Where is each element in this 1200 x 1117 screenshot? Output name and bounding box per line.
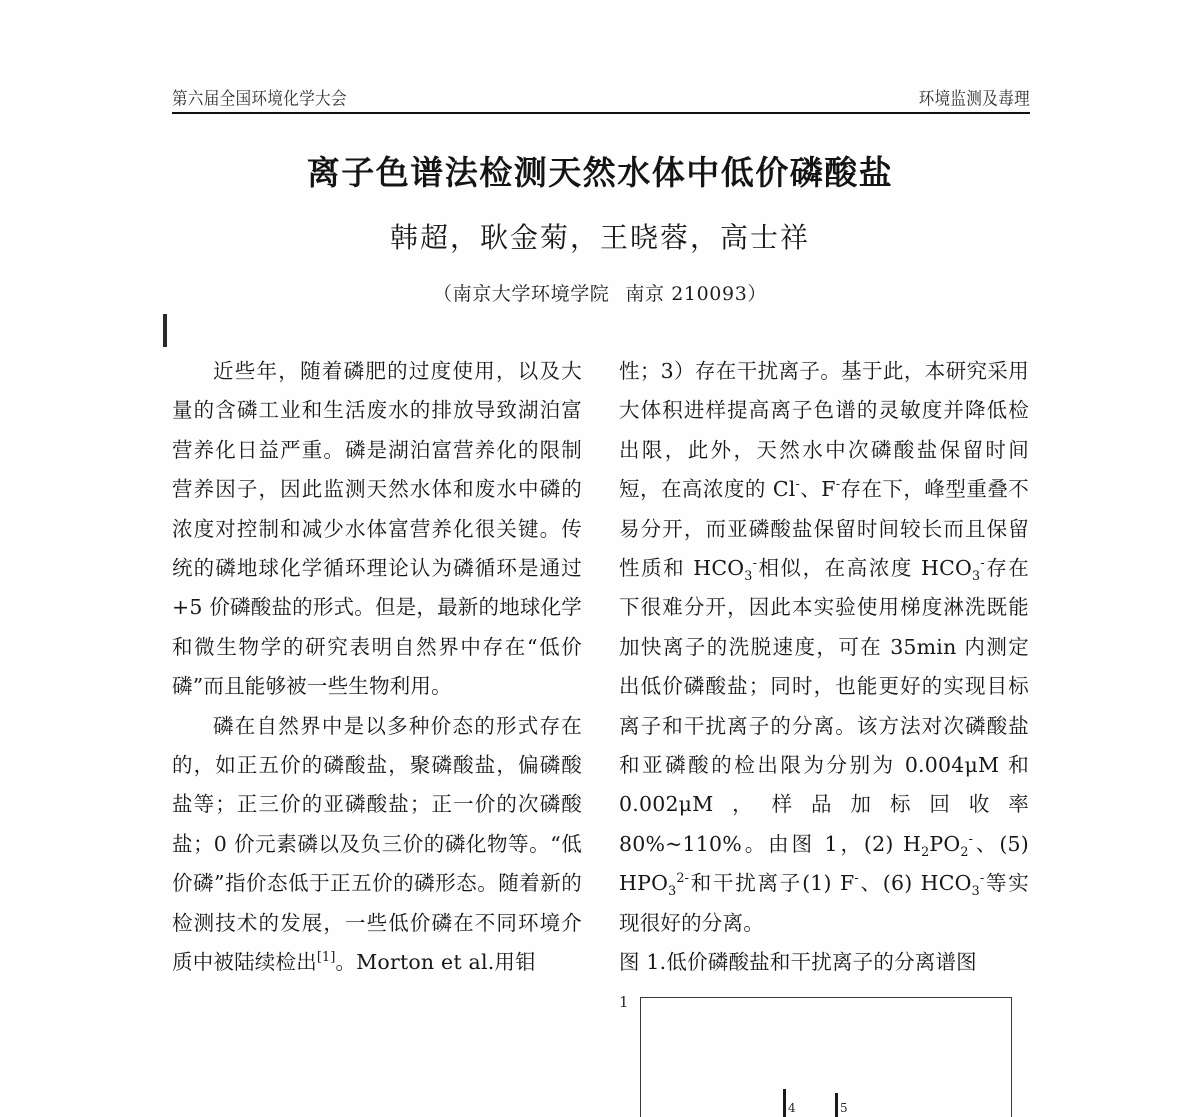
left-column bbox=[172, 352, 582, 975]
paper-title: 离子色谱法检测天然水体中低价磷酸盐 bbox=[306, 153, 894, 192]
affiliation-city-postcode: 南京 210093） bbox=[625, 282, 767, 305]
title-block bbox=[100, 152, 1100, 306]
figure-1-chromatogram bbox=[619, 989, 1029, 1115]
chloride-charge-superscript: - bbox=[795, 476, 800, 492]
figure-plot-frame bbox=[640, 997, 1012, 1117]
running-header-left: 第六届全国环境化学大会 bbox=[172, 88, 347, 109]
right-column bbox=[619, 352, 1029, 1115]
running-header bbox=[172, 88, 1030, 110]
right-seg-10: 等实现很好的分离。 bbox=[619, 871, 1029, 935]
chromatogram-peak-5 bbox=[835, 1093, 838, 1117]
chromatogram-peak-4 bbox=[783, 1089, 786, 1117]
author-list: 韩超，耿金菊，王晓蓉，高士祥 bbox=[389, 221, 810, 255]
chromatogram-peak-label-5: 5 bbox=[840, 1100, 848, 1115]
right-seg-3: 存在下，峰型重叠不易分开，而亚磷酸盐保留时间较长而且保留性质和 HCO bbox=[619, 477, 1029, 581]
right-seg-9: 、(6) HCO bbox=[858, 871, 972, 896]
affiliation-institution: （南京大学环境学院 bbox=[433, 282, 610, 305]
right-seg-8: 和干扰离子(1) F bbox=[689, 871, 855, 896]
body-columns bbox=[172, 352, 1030, 1115]
right-seg-6: PO bbox=[929, 831, 961, 856]
right-seg-7: 、(5) HPO bbox=[619, 831, 1029, 896]
left-paragraph-2-text: 磷在自然界中是以多种价态的形式存在的，如正五价的磷酸盐，聚磷酸盐，偏磷酸盐等；正三价的亚磷酸盐；正一价的次磷酸盐；0 价元素磷以及负三价的磷化物等。“低价磷”指价态低于正五价的磷形态。随着新的检测技术的发展，一些低价磷在不同环境介质中被陆续检出 bbox=[172, 713, 582, 975]
left-paragraph-2-tail: 。Morton et al.用钼 bbox=[335, 950, 536, 975]
right-paragraph-1 bbox=[619, 352, 1029, 943]
fluoride-charge-2: - bbox=[854, 870, 859, 886]
figure-y-axis-label: 1 bbox=[619, 992, 629, 1011]
bicarbonate-charge-2: - bbox=[980, 555, 985, 571]
phosphite-charge: 2- bbox=[676, 870, 690, 886]
bicarbonate-subscript-2: 3 bbox=[972, 568, 981, 584]
left-paragraph-2 bbox=[172, 707, 582, 983]
hypophosphite-charge: - bbox=[968, 831, 974, 847]
hypophosphite-h-subscript: 2 bbox=[921, 843, 930, 859]
running-header-right: 环境监测及毒理 bbox=[918, 88, 1030, 109]
reference-marker-1: [1] bbox=[316, 949, 336, 965]
phosphite-o-subscript: 3 bbox=[668, 883, 677, 899]
hypophosphite-o-subscript: 2 bbox=[960, 843, 969, 859]
right-seg-2: 、F bbox=[800, 477, 836, 502]
bicarbonate-subscript-3: 3 bbox=[971, 883, 980, 899]
figure-1-caption: 图 1.低价磷酸盐和干扰离子的分离谱图 bbox=[619, 950, 977, 975]
affiliation bbox=[100, 279, 1100, 306]
right-seg-1: 性；3）存在干扰离子。基于此，本研究采用大体积进样提高离子色谱的灵敏度并降低检出限，此外，天然水中次磷酸盐保留时间短，在高浓度的 Cl bbox=[619, 359, 1029, 502]
header-rule-divider bbox=[172, 112, 1030, 114]
margin-annotation-mark bbox=[163, 314, 167, 347]
bicarbonate-charge-1: - bbox=[752, 555, 758, 571]
left-paragraph-1: 近些年，随着磷肥的过度使用，以及大量的含磷工业和生活废水的排放导致湖泊富营养化日益严重。磷是湖泊富营养化的限制营养因子，因此监测天然水体和废水中磷的浓度对控制和减少水体富营养化很关键。传统的磷地球化学循环理论认为磷循环是通过+5 价磷酸盐的形式。但是，最新的地球化学和微生物学的研究表明自然界中存在“低价磷”而且能够被一些生物利用。 bbox=[172, 359, 582, 699]
right-seg-5: 存在下很难分开，因此本实验使用梯度淋洗既能加快离子的洗脱速度，可在 35min 内测定出低价磷酸盐；同时，也能更好的实现目标离子和干扰离子的分离。该方法对次磷酸盐和亚磷酸的检出限为分别为 0.004μM 和 0.002μM，样品加标回收率 80%~110%。由图 1，(2) H bbox=[619, 556, 1029, 856]
bicarbonate-subscript-1: 3 bbox=[744, 568, 753, 584]
chromatogram-peak-label-4: 4 bbox=[788, 1100, 796, 1115]
fluoride-charge-superscript: - bbox=[835, 476, 841, 492]
right-seg-4: 相似，在高浓度 HCO bbox=[757, 556, 973, 581]
bicarbonate-charge-3: - bbox=[979, 870, 985, 886]
